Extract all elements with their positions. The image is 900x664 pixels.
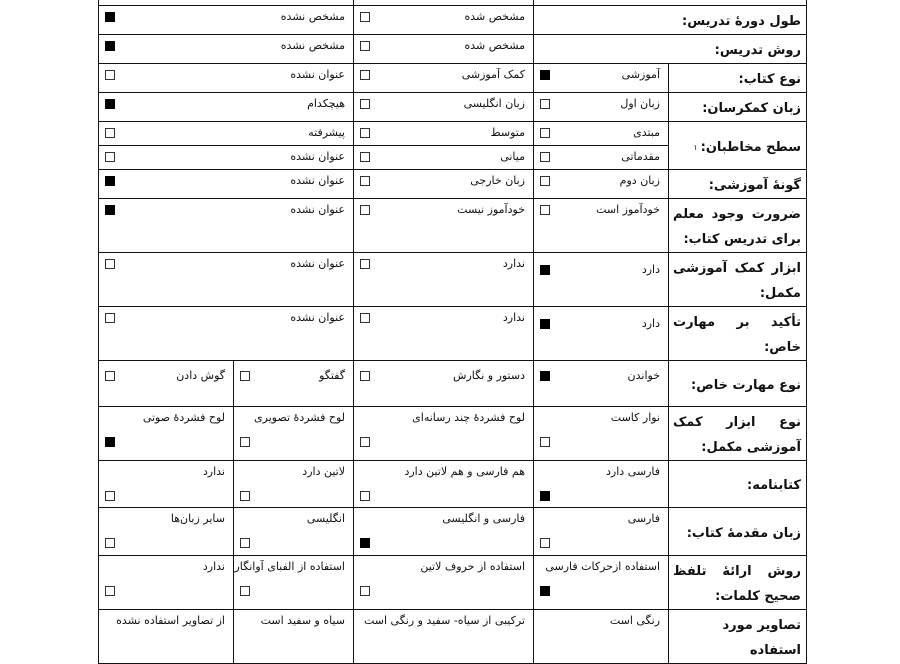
table-row-images-used bbox=[99, 610, 807, 664]
option-label: کمک آموزشی bbox=[461, 68, 525, 81]
row-label: تأکید بر مهارت خاص: bbox=[669, 307, 807, 361]
checkbox-checked-icon[interactable] bbox=[540, 371, 550, 381]
option-cell[interactable] bbox=[354, 461, 534, 508]
option-label: خواندن bbox=[627, 369, 660, 382]
option-cell[interactable] bbox=[99, 307, 354, 361]
option-cell[interactable] bbox=[99, 170, 354, 199]
option-cell[interactable] bbox=[354, 93, 534, 122]
checkbox-empty-icon[interactable] bbox=[360, 128, 370, 138]
option-cell[interactable] bbox=[534, 610, 669, 664]
checkbox-empty-icon[interactable] bbox=[540, 205, 550, 215]
option-cell[interactable] bbox=[354, 361, 534, 407]
option-cell[interactable] bbox=[99, 35, 354, 64]
option-cell[interactable] bbox=[534, 199, 669, 253]
table-row-helper-language bbox=[99, 93, 807, 122]
option-label: استفاده از الفبای آوانگار bbox=[234, 560, 345, 573]
option-label: ندارد bbox=[202, 560, 225, 573]
option-label: لوح فشردهٔ صوتی bbox=[142, 411, 225, 424]
checkbox-empty-icon[interactable] bbox=[105, 152, 115, 162]
option-label: میانی bbox=[500, 150, 525, 163]
option-cell[interactable] bbox=[354, 508, 534, 556]
checkbox-empty-icon[interactable] bbox=[360, 152, 370, 162]
checkbox-empty-icon[interactable] bbox=[540, 99, 550, 109]
checkbox-empty-icon[interactable] bbox=[360, 313, 370, 323]
checkbox-empty-icon[interactable] bbox=[360, 70, 370, 80]
checkbox-checked-icon[interactable] bbox=[540, 265, 550, 275]
option-label: لوح فشردهٔ تصویری bbox=[254, 411, 345, 424]
option-cell[interactable] bbox=[99, 64, 354, 93]
checkbox-checked-icon[interactable] bbox=[105, 437, 115, 447]
checkbox-empty-icon[interactable] bbox=[105, 491, 115, 501]
checkbox-empty-icon[interactable] bbox=[105, 586, 115, 596]
option-label: عنوان نشده bbox=[290, 257, 345, 270]
option-label: دارد bbox=[641, 317, 660, 330]
option-cell[interactable] bbox=[99, 361, 234, 407]
checkbox-empty-icon[interactable] bbox=[360, 371, 370, 381]
option-label: زبان دوم bbox=[619, 174, 660, 187]
option-label: عنوان نشده bbox=[290, 68, 345, 81]
checkbox-empty-icon[interactable] bbox=[360, 259, 370, 269]
option-cell[interactable] bbox=[354, 170, 534, 199]
row-label: روش ارائهٔ تلفظ صحیح کلمات: bbox=[669, 556, 807, 610]
table-row-skill-emphasis bbox=[99, 307, 807, 361]
option-label: ترکیبی از سیاه- سفید و رنگی است bbox=[363, 614, 525, 627]
option-cell[interactable] bbox=[534, 93, 669, 122]
checkbox-checked-icon[interactable] bbox=[540, 319, 550, 329]
option-cell[interactable] bbox=[234, 461, 354, 508]
option-label: نوار کاست bbox=[610, 411, 660, 424]
option-cell[interactable] bbox=[354, 6, 534, 35]
option-cell[interactable] bbox=[234, 508, 354, 556]
row-label: ضرورت وجود معلم برای تدریس کتاب: bbox=[669, 199, 807, 253]
option-cell[interactable] bbox=[534, 307, 669, 361]
option-label: مقدماتی bbox=[621, 150, 660, 163]
option-cell[interactable] bbox=[99, 122, 354, 146]
row-label: گونهٔ آموزشی: bbox=[669, 170, 807, 199]
table-row-supplementary-tool-type bbox=[99, 407, 807, 461]
option-cell[interactable] bbox=[534, 407, 669, 461]
checkbox-empty-icon[interactable] bbox=[360, 437, 370, 447]
form-table bbox=[98, 0, 807, 664]
checkbox-empty-icon[interactable] bbox=[105, 371, 115, 381]
option-label: فارسی bbox=[627, 512, 660, 525]
table-row-audience-level bbox=[99, 122, 807, 146]
option-label: عنوان نشده bbox=[290, 203, 345, 216]
option-cell[interactable] bbox=[534, 64, 669, 93]
option-cell[interactable] bbox=[534, 508, 669, 556]
option-label: پیشرفته bbox=[308, 126, 345, 139]
option-cell[interactable] bbox=[99, 253, 354, 307]
option-label: استفاده ازحرکات فارسی bbox=[545, 560, 660, 573]
checkbox-checked-icon[interactable] bbox=[105, 176, 115, 186]
table-row-supplementary-tools bbox=[99, 253, 807, 307]
option-cell[interactable] bbox=[99, 556, 234, 610]
option-cell[interactable] bbox=[234, 610, 354, 664]
option-label: سیاه و سفید است bbox=[260, 614, 345, 627]
checkbox-empty-icon[interactable] bbox=[360, 586, 370, 596]
option-cell[interactable] bbox=[234, 556, 354, 610]
checkbox-empty-icon[interactable] bbox=[360, 99, 370, 109]
row-label: طول دورهٔ تدریس: bbox=[534, 6, 807, 35]
option-label: متوسط bbox=[490, 126, 525, 139]
checkbox-empty-icon[interactable] bbox=[105, 128, 115, 138]
option-cell[interactable] bbox=[99, 6, 354, 35]
option-label: سایر زبان‌ها bbox=[170, 512, 225, 525]
option-cell[interactable] bbox=[354, 199, 534, 253]
option-label: لوح فشردهٔ چند رسانه‌ای bbox=[412, 411, 525, 424]
checkbox-empty-icon[interactable] bbox=[240, 586, 250, 596]
checkbox-checked-icon[interactable] bbox=[105, 205, 115, 215]
table-row-education-type bbox=[99, 170, 807, 199]
option-cell[interactable] bbox=[534, 146, 669, 170]
option-cell[interactable] bbox=[534, 556, 669, 610]
option-cell[interactable] bbox=[534, 170, 669, 199]
option-cell[interactable] bbox=[534, 122, 669, 146]
option-label: هم فارسی و هم لاتین دارد bbox=[404, 465, 525, 478]
checkbox-empty-icon[interactable] bbox=[360, 41, 370, 51]
option-cell[interactable] bbox=[99, 461, 234, 508]
option-label: گوش دادن bbox=[176, 369, 225, 382]
checkbox-empty-icon[interactable] bbox=[240, 371, 250, 381]
evaluation-form bbox=[98, 0, 806, 664]
table-row-intro-language bbox=[99, 508, 807, 556]
option-label: عنوان نشده bbox=[290, 150, 345, 163]
option-cell[interactable] bbox=[354, 253, 534, 307]
option-label: مبتدی bbox=[633, 126, 660, 139]
option-label: هیچکدام bbox=[307, 97, 345, 110]
checkbox-checked-icon[interactable] bbox=[540, 586, 550, 596]
row-label: ابزار کمک آموزشی مکمل: bbox=[669, 253, 807, 307]
checkbox-empty-icon[interactable] bbox=[540, 152, 550, 162]
option-label: زبان خارجی bbox=[470, 174, 525, 187]
table-row-skill-type bbox=[99, 361, 807, 407]
row-label: نوع ابزار کمک آموزشی مکمل: bbox=[669, 407, 807, 461]
option-label: ندارد bbox=[202, 465, 225, 478]
option-cell[interactable] bbox=[354, 146, 534, 170]
option-cell[interactable] bbox=[354, 64, 534, 93]
table-row-pronunciation-method bbox=[99, 556, 807, 610]
option-label: عنوان نشده bbox=[290, 311, 345, 324]
checkbox-empty-icon[interactable] bbox=[540, 176, 550, 186]
option-cell[interactable] bbox=[99, 93, 354, 122]
checkbox-empty-icon[interactable] bbox=[360, 12, 370, 22]
footnote-marker: ۱ bbox=[693, 142, 698, 152]
option-cell[interactable] bbox=[354, 610, 534, 664]
checkbox-empty-icon[interactable] bbox=[540, 128, 550, 138]
row-label: روش تدریس: bbox=[534, 35, 807, 64]
option-label: رنگی است bbox=[609, 614, 660, 627]
option-cell[interactable] bbox=[99, 146, 354, 170]
option-cell[interactable] bbox=[234, 407, 354, 461]
checkbox-empty-icon[interactable] bbox=[360, 205, 370, 215]
checkbox-empty-icon[interactable] bbox=[240, 437, 250, 447]
option-cell[interactable] bbox=[534, 361, 669, 407]
row-label-text: سطح مخاطبان: bbox=[700, 139, 801, 155]
option-label: خودآموز است bbox=[596, 203, 660, 216]
option-cell[interactable] bbox=[99, 407, 234, 461]
option-label: لاتین دارد bbox=[302, 465, 345, 478]
checkbox-empty-icon[interactable] bbox=[540, 437, 550, 447]
row-label: زبان مقدمهٔ کتاب: bbox=[669, 508, 807, 556]
checkbox-checked-icon[interactable] bbox=[540, 491, 550, 501]
row-label: زبان کمکرسان: bbox=[669, 93, 807, 122]
option-cell[interactable] bbox=[354, 407, 534, 461]
option-label: دستور و نگارش bbox=[453, 369, 525, 382]
option-label: خودآموز نیست bbox=[457, 203, 525, 216]
option-label: انگلیسی bbox=[306, 512, 345, 525]
option-cell[interactable] bbox=[354, 35, 534, 64]
row-label: نوع مهارت خاص: bbox=[669, 361, 807, 407]
row-label: کتابنامه: bbox=[669, 461, 807, 508]
option-label: فارسی دارد bbox=[606, 465, 660, 478]
checkbox-checked-icon[interactable] bbox=[105, 12, 115, 22]
table-row-teaching-method bbox=[99, 35, 807, 64]
checkbox-checked-icon[interactable] bbox=[105, 41, 115, 51]
option-cell[interactable] bbox=[234, 361, 354, 407]
option-label: زبان انگلیسی bbox=[463, 97, 525, 110]
option-label: مشخص نشده bbox=[280, 39, 345, 52]
option-label: زبان اول bbox=[620, 97, 660, 110]
option-label: استفاده از حروف لاتین bbox=[420, 560, 525, 573]
option-label: آموزشی bbox=[621, 68, 660, 81]
option-cell[interactable] bbox=[354, 556, 534, 610]
option-cell[interactable] bbox=[534, 253, 669, 307]
table-row-teacher-need bbox=[99, 199, 807, 253]
option-label: عنوان نشده bbox=[290, 174, 345, 187]
option-label: گفتگو bbox=[319, 369, 345, 382]
checkbox-checked-icon[interactable] bbox=[105, 99, 115, 109]
checkbox-checked-icon[interactable] bbox=[540, 70, 550, 80]
checkbox-empty-icon[interactable] bbox=[360, 176, 370, 186]
row-label: تصاویر مورد استفاده bbox=[669, 610, 807, 664]
option-label: مشخص شده bbox=[464, 10, 525, 23]
checkbox-empty-icon[interactable] bbox=[240, 491, 250, 501]
option-label: مشخص نشده bbox=[280, 10, 345, 23]
checkbox-empty-icon[interactable] bbox=[240, 538, 250, 548]
checkbox-empty-icon[interactable] bbox=[105, 313, 115, 323]
checkbox-empty-icon[interactable] bbox=[105, 259, 115, 269]
option-label: از تصاویر استفاده نشده bbox=[116, 614, 225, 627]
row-label: نوع کتاب: bbox=[669, 64, 807, 93]
checkbox-empty-icon[interactable] bbox=[540, 538, 550, 548]
checkbox-checked-icon[interactable] bbox=[360, 538, 370, 548]
option-cell[interactable] bbox=[354, 122, 534, 146]
option-label: مشخص شده bbox=[464, 39, 525, 52]
option-label: ندارد bbox=[502, 257, 525, 270]
row-label bbox=[669, 122, 807, 170]
option-label: دارد bbox=[641, 263, 660, 276]
table-row-book-type bbox=[99, 64, 807, 93]
table-row-course-length bbox=[99, 6, 807, 35]
option-cell[interactable] bbox=[354, 307, 534, 361]
checkbox-empty-icon[interactable] bbox=[105, 70, 115, 80]
option-label: فارسی و انگلیسی bbox=[442, 512, 525, 525]
checkbox-empty-icon[interactable] bbox=[360, 491, 370, 501]
option-cell[interactable] bbox=[99, 508, 234, 556]
option-cell[interactable] bbox=[99, 610, 234, 664]
option-cell[interactable] bbox=[534, 461, 669, 508]
checkbox-empty-icon[interactable] bbox=[105, 538, 115, 548]
option-cell[interactable] bbox=[99, 199, 354, 253]
table-row-bibliography bbox=[99, 461, 807, 508]
option-label: ندارد bbox=[502, 311, 525, 324]
